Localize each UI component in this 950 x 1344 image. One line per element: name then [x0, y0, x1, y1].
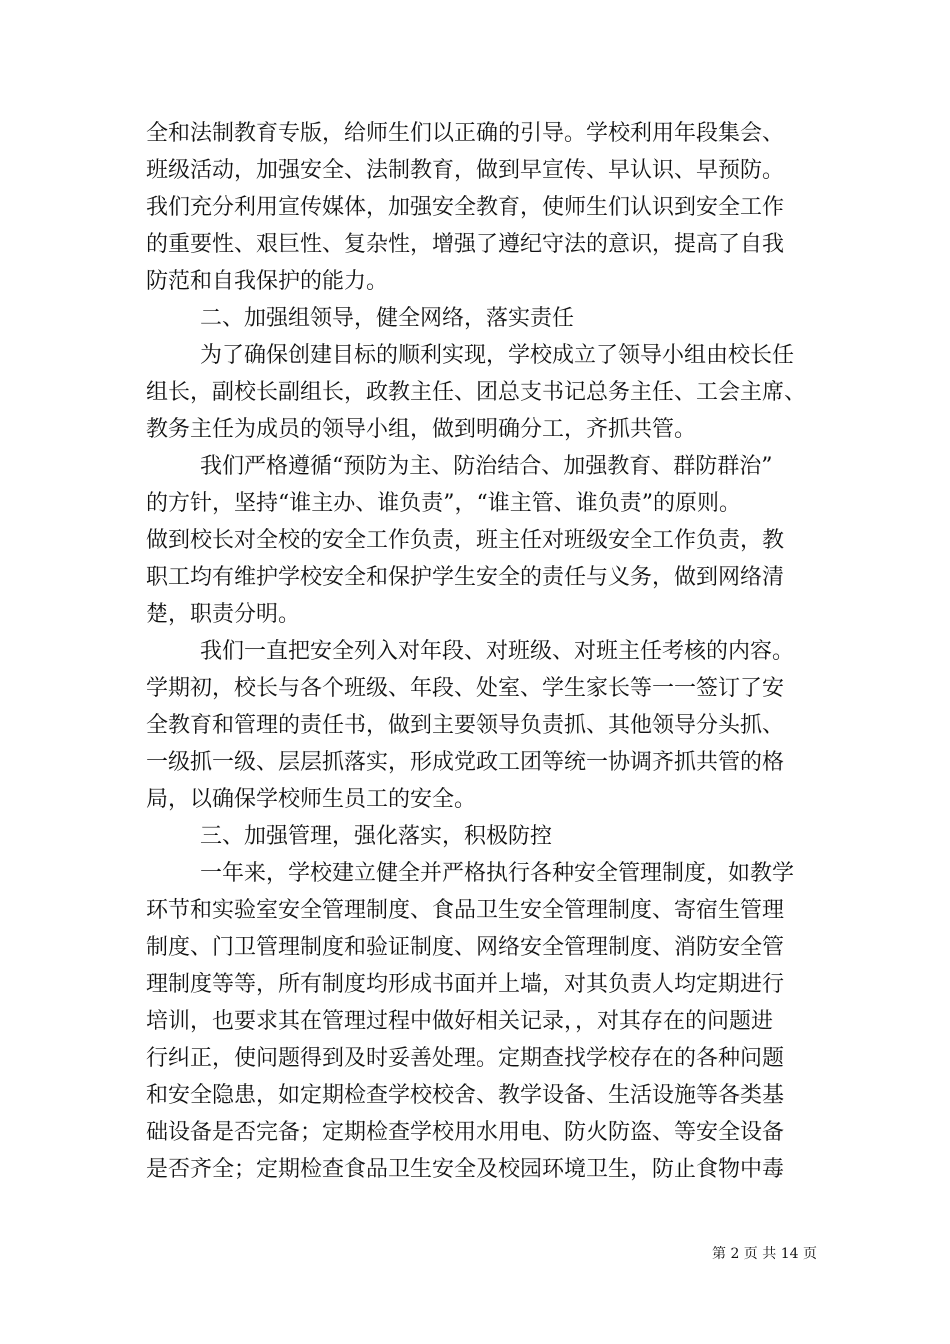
text-line: 的方针，坚持“谁主办、谁负责”，“谁主管、谁负责”的原则。	[146, 491, 741, 516]
text-line: 制度、门卫管理制度和验证制度、网络安全管理制度、消防安全管	[146, 935, 785, 960]
text-line: 组长，副校长副组长，政教主任、团总支书记总务主任、工会主席、	[146, 380, 807, 405]
text-line: 我们一直把安全列入对年段、对班级、对班主任考核的内容。	[200, 639, 795, 664]
text-line: 行纠正，使问题得到及时妥善处理。定期查找学校存在的各种问题	[146, 1046, 785, 1071]
text-line: 础设备是否完备；定期检查学校用水用电、防火防盗、等安全设备	[146, 1120, 785, 1145]
text-line: 局，以确保学校师生员工的安全。	[146, 787, 477, 812]
text-line: 教务主任为成员的领导小组，做到明确分工，齐抓共管。	[146, 417, 697, 442]
text-line: 防范和自我保护的能力。	[146, 269, 389, 294]
text-line: 是否齐全；定期检查食品卫生安全及校园环境卫生，防止食物中毒	[146, 1157, 785, 1182]
text-line: 和安全隐患，如定期检查学校校舍、教学设备、生活设施等各类基	[146, 1083, 785, 1108]
text-line: 一级抓一级、层层抓落实，形成党政工团等统一协调齐抓共管的格	[146, 750, 785, 775]
text-line: 全教育和管理的责任书，做到主要领导负责抓、其他领导分头抓、	[146, 713, 785, 738]
text-line: 我们严格遵循“预防为主、防治结合、加强教育、群防群治”	[200, 454, 773, 479]
text-line: 培训，也要求其在管理过程中做好相关记录，，对其存在的问题进	[146, 1009, 774, 1034]
text-line: 的重要性、艰巨性、复杂性，增强了遵纪守法的意识，提高了自我	[146, 232, 785, 257]
text-line: 我们充分利用宣传媒体，加强安全教育，使师生们认识到安全工作	[146, 195, 785, 220]
section-heading: 二、加强组领导，健全网络，落实责任	[200, 306, 575, 331]
text-line: 学期初，校长与各个班级、年段、处室、学生家长等一一签订了安	[146, 676, 785, 701]
text-line: 一年来，学校建立健全并严格执行各种安全管理制度，如教学	[200, 861, 795, 886]
text-line: 环节和实验室安全管理制度、食品卫生安全管理制度、寄宿生管理	[146, 898, 785, 923]
text-line: 理制度等等，所有制度均形成书面并上墙，对其负责人均定期进行	[146, 972, 785, 997]
page-number-footer: 第 2 页 共 14 页	[712, 1246, 817, 1262]
text-line: 全和法制教育专版，给师生们以正确的引导。学校利用年段集会、	[146, 121, 785, 146]
section-heading: 三、加强管理，强化落实，积极防控	[200, 824, 553, 849]
text-line: 班级活动，加强安全、法制教育，做到早宣传、早认识、早预防。	[146, 158, 785, 183]
text-line: 为了确保创建目标的顺利实现，学校成立了领导小组由校长任	[200, 343, 795, 368]
text-line: 楚，职责分明。	[146, 602, 301, 627]
text-line: 做到校长对全校的安全工作负责，班主任对班级安全工作负责，教	[146, 528, 785, 553]
text-line: 职工均有维护学校安全和保护学生安全的责任与义务，做到网络清	[146, 565, 785, 590]
